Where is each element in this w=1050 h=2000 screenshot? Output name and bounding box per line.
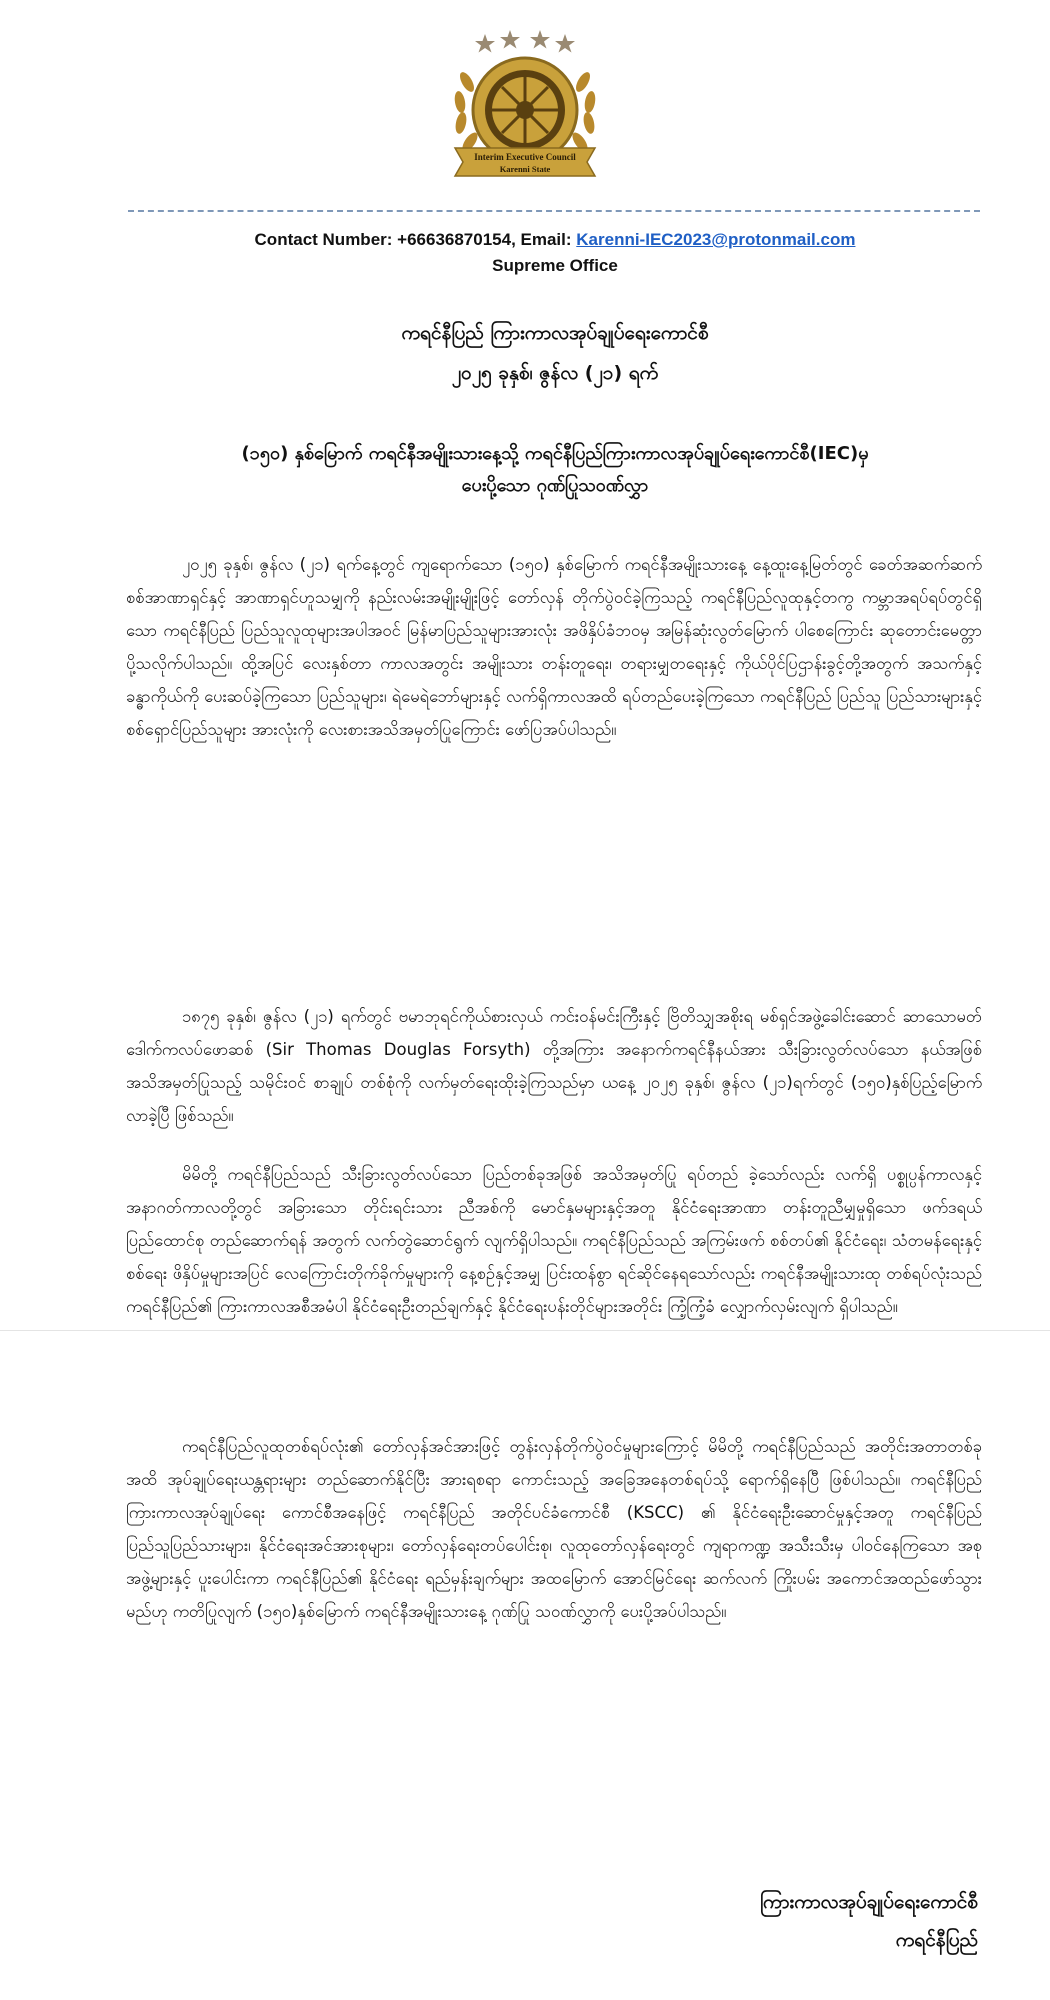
organization-title: ကရင်နီပြည် ကြားကာလအုပ်ချုပ်ရေးကောင်စီ <box>401 322 709 344</box>
document-date: ၂၀၂၅ ခုနှစ်၊ ဇွန်လ (၂၁) ရက် <box>451 362 659 384</box>
email-link[interactable]: Karenni-IEC2023@protonmail.com <box>576 230 856 249</box>
body-paragraph-4: ကရင်နီပြည်လူထုတစ်ရပ်လုံး၏ တော်လှန်အင်အားဖြင့် တွန်းလှန်တိုက်ပွဲဝင်မှုများကြောင့် မိမိတို့ ကရင်နီပြည်သည် အတိုင်းအတာတစ်ခုအထိ အုပ်ချုပ်ရေးယန္တရားများ တည်ဆောက်နိုင်ပြီး အားရစရာ ကောင်းသည့် အခြေအနေတစ်ရပ်သို့ ရောက်ရှိနေပြီ ဖြစ်ပါသည်။ ကရင်နီပြည် ကြားကာလအုပ်ချုပ်ရေး ကောင်စီအနေဖြင့် ကရင်နီပြည် အတိုင်ပင်ခံကောင်စီ (KSCC) ၏ နိုင်ငံရေးဦးဆောင်မှုနှင့်အတူ ကရင်နီပြည် ပြည်သူပြည်သားများ၊ နိုင်ငံရေးအင်အားစုများ၊ တော်လှန်ရေးတပ်ပေါင်းစု၊ လူထုတော်လှန်ရေးတွင် ကျရာကဏ္ဍ အသီးသီးမှ ပါဝင်နေကြသော အစုအဖွဲ့များနှင့် ပူးပေါင်းကာ ကရင်နီပြည်၏ နိုင်ငံရေး ရည်မှန်းချက်များ အထမြောက် အောင်မြင်ရေး ဆက်လက် ကြိုးပမ်း အကောင်အထည်ဖော်သွားမည်ဟု ကတိပြုလျက် (၁၅၀)နှစ်မြောက် ကရင်နီအမျိုးသားနေ့ ဂုဏ်ပြု သဝဏ်လွှာကို ပေးပို့အပ်ပါသည်။ <box>126 1437 982 1621</box>
body-paragraph-1: ၂၀၂၅ ခုနှစ်၊ ဇွန်လ (၂၁) ရက်နေ့တွင် ကျရောက်သော (၁၅၀) နှစ်မြောက် ကရင်နီအမျိုးသားနေ့ နေ့ထူးနေ့မြတ်တွင် ခေတ်အဆက်ဆက် စစ်အာဏာရှင်နှင့် အာဏာရှင်ဟူသမျှကို နည်းလမ်းအမျိုးမျိုးဖြင့် တော်လှန် တိုက်ပွဲဝင်ခဲ့ကြသည့် ကရင်နီပြည်လူထုနှင့်တကွ ကမ္ဘာအရပ်ရပ်တွင်ရှိသော ကရင်နီပြည် ပြည်သူလူထုများအပါအဝင် မြန်မာပြည်သူများအားလုံး အဖိနှိပ်ခံဘဝမှ အမြန်ဆုံးလွတ်မြောက် ပါစေကြောင်း ဆုတောင်းမေတ္တာ ပို့သလိုက်ပါသည်။ ထို့အပြင် လေးနှစ်တာ ကာလအတွင်း အမျိုးသား တန်းတူရေး၊ တရားမျှတရေးနှင့် ကိုယ်ပိုင်ပြဌာန်းခွင့်တို့အတွက် အသက်နှင့် ခန္ဓာကိုယ်ကို ပေးဆပ်ခဲ့ကြသော ပြည်သူများ၊ ရဲမေရဲဘော်များနှင့် လက်ရှိကာလအထိ ရပ်တည်ပေးခဲ့ကြသော ကရင်နီပြည် ပြည်သူ ပြည်သားများနှင့် စစ်ရှောင်ပြည်သူများ အားလုံးကို လေးစားအသိအမှတ်ပြုကြောင်း ဖော်ပြအပ်ပါသည်။ <box>126 555 982 739</box>
subject-heading <box>140 438 970 502</box>
signature-organization: ကြားကာလအုပ်ချုပ်ရေးကောင်စီ <box>759 1891 978 1913</box>
contact-line <box>120 228 990 252</box>
header-divider <box>128 210 980 212</box>
subject-line-1: (၁၅၀) နှစ်မြောက် ကရင်နီအမျိုးသားနေ့သို့ ကရင်နီပြည်ကြားကာလအုပ်ချုပ်ရေးကောင်စီ(IEC)မှ <box>241 443 869 464</box>
dharma-wheel-icon <box>473 58 577 162</box>
star-icon <box>475 30 575 53</box>
seal-text-line1: Interim Executive Council <box>474 152 576 162</box>
body-paragraph-2: ၁၈၇၅ ခုနှစ်၊ ဇွန်လ (၂၁) ရက်တွင် ဗမာဘုရင်ကိုယ်စားလှယ် ကင်းဝန်မင်းကြီးနှင့် ဗြိတိသျှအစိုးရ မစ်ရှင်အဖွဲ့ခေါင်းဆောင် ဆာသောမတ်ဒေါက်ကလပ်ဖောဆစ် (Sir Thomas Douglas Forsyth) တို့အကြား အနောက်ကရင်နီနယ်အား သီးခြားလွတ်လပ်သော နယ်အဖြစ် အသိအမှတ်ပြုသည့် သမိုင်းဝင် စာချုပ် တစ်စုံကို လက်မှတ်ရေးထိုးခဲ့ကြသည်မှာ ယနေ့ ၂၀၂၅ ခုနှစ်၊ ဇွန်လ (၂၁)ရက်တွင် (၁၅၀)နှစ်ပြည့်မြောက် လာခဲ့ပြီ ဖြစ်သည်။ <box>126 1007 982 1125</box>
iec-seal-logo <box>445 22 605 192</box>
subject-line-2: ပေးပို့သော ဂုဏ်ပြုသဝဏ်လွှာ <box>461 475 649 496</box>
signature-state: ကရင်နီပြည် <box>895 1929 978 1951</box>
scan-seam <box>0 1330 1050 1331</box>
office-label: Supreme Office <box>492 256 618 275</box>
contact-number: Contact Number: +66636870154, Email: <box>254 230 577 249</box>
seal-text-line2: Karenni State <box>499 164 551 174</box>
body-paragraph-3: မိမိတို့ ကရင်နီပြည်သည် သီးခြားလွတ်လပ်သော ပြည်တစ်ခုအဖြစ် အသိအမှတ်ပြု ရပ်တည် ခဲ့သော်လည်း လက်ရှိ ပစ္စုပ္ပန်ကာလနှင့် အနာဂတ်ကာလတို့တွင် အခြားသော တိုင်းရင်းသား ညီအစ်ကို မောင်နှမများနှင့်အတူ နိုင်ငံရေးအာဏာ တန်းတူညီမျှမှုရှိသော ဖက်ဒရယ်ပြည်ထောင်စု တည်ဆောက်ရန် အတွက် လက်တွဲဆောင်ရွက် လျက်ရှိပါသည်။ ကရင်နီပြည်သည် အကြမ်းဖက် စစ်တပ်၏ နိုင်ငံရေး၊ သံတမန်ရေးနှင့် စစ်ရေး ဖိနှိပ်မှုများအပြင် လေကြောင်းတိုက်ခိုက်မှုများကို နေ့စဉ်နှင့်အမျှ ပြင်းထန်စွာ ရင်ဆိုင်နေရသော်လည်း ကရင်နီအမျိုးသားထု တစ်ရပ်လုံးသည် ကရင်နီပြည်၏ ကြားကာလအစီအမံပါ နိုင်ငံရေးဦးတည်ချက်နှင့် နိုင်ငံရေးပန်းတိုင်များအတိုင်း ကြံ့ကြံ့ခံ လျှောက်လှမ်းလျက် ရှိပါသည်။ <box>126 1165 982 1316</box>
